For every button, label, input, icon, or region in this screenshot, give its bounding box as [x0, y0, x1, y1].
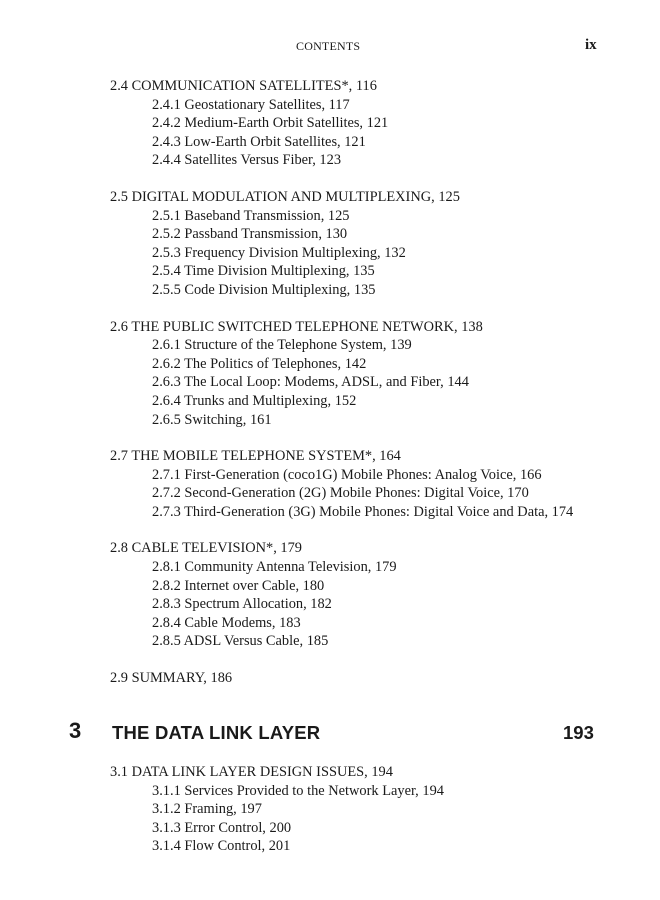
subsection-list: [110, 207, 650, 300]
toc-sections: [110, 77, 650, 706]
toc-section-2-8: [110, 539, 650, 651]
subsection-entry: 3.1.2 Framing, 197: [152, 801, 262, 818]
chapter-page: 193: [563, 722, 594, 743]
section-title: 2.4 COMMUNICATION SATELLITES*, 116: [110, 78, 377, 94]
subsection-list: [110, 336, 650, 429]
subsection-entry: 2.5.3 Frequency Division Multiplexing, 132: [152, 244, 406, 261]
subsection-entry: 2.8.4 Cable Modems, 183: [152, 614, 301, 631]
section-title: 2.6 THE PUBLIC SWITCHED TELEPHONE NETWORK, 138: [110, 318, 483, 335]
toc-section-3-1: [110, 763, 650, 856]
subsection-entry: 2.4.2 Medium-Earth Orbit Satellites, 121: [152, 115, 389, 132]
subsection-entry: 2.8.3 Spectrum Allocation, 182: [152, 596, 332, 613]
subsection-entry: 2.8.5 ADSL Versus Cable, 185: [152, 633, 329, 650]
subsection-entry: 2.4.1 Geostationary Satellites, 117: [152, 96, 350, 113]
chapter-sections: [110, 763, 650, 874]
chapter-title: THE DATA LINK LAYER: [112, 722, 321, 743]
subsection-list: [110, 96, 650, 170]
running-title: CONTENTS: [296, 39, 361, 53]
subsection-entry: 2.6.2 The Politics of Telephones, 142: [152, 355, 367, 372]
subsection-entry: 2.6.3 The Local Loop: Modems, ADSL, and Fiber, 144: [152, 374, 469, 391]
subsection-entry: 2.5.1 Baseband Transmission, 125: [152, 207, 350, 224]
subsection-entry: 2.6.1 Structure of the Telephone System, 139: [152, 337, 412, 354]
subsection-entry: 2.4.4 Satellites Versus Fiber, 123: [152, 152, 342, 169]
toc-section-2-7: [110, 447, 650, 521]
subsection-entry: 2.6.5 Switching, 161: [152, 411, 272, 428]
subsection-entry: 3.1.1 Services Provided to the Network Layer, 194: [152, 782, 444, 799]
toc-section-2-9: [110, 669, 650, 688]
toc-section-2-6: [110, 318, 650, 430]
subsection-entry: 2.6.4 Trunks and Multiplexing, 152: [152, 392, 357, 409]
chapter-number: 3: [69, 718, 82, 743]
section-title: 2.5 DIGITAL MODULATION AND MULTIPLEXING, 125: [110, 188, 460, 205]
subsection-entry: 2.4.3 Low-Earth Orbit Satellites, 121: [152, 133, 366, 150]
subsection-entry: 2.7.2 Second-Generation (2G) Mobile Phones: Digital Voice, 170: [152, 485, 529, 502]
page-number: ix: [585, 37, 597, 53]
toc-section-2-4: [110, 77, 650, 170]
subsection-entry: 2.8.2 Internet over Cable, 180: [152, 577, 325, 594]
subsection-entry: 2.7.1 First-Generation (coco1G) Mobile Phones: Analog Voice, 166: [152, 466, 542, 483]
subsection-entry: 2.5.4 Time Division Multiplexing, 135: [152, 263, 375, 280]
toc-section-2-5: [110, 188, 650, 300]
subsection-entry: 2.5.5 Code Division Multiplexing, 135: [152, 281, 376, 298]
section-title: 2.7 THE MOBILE TELEPHONE SYSTEM*, 164: [110, 448, 401, 465]
section-title: 3.1 DATA LINK LAYER DESIGN ISSUES, 194: [110, 764, 393, 780]
chapter-heading: [0, 718, 660, 746]
subsection-entry: 2.8.1 Community Antenna Television, 179: [152, 559, 397, 576]
subsection-entry: 3.1.4 Flow Control, 201: [152, 838, 291, 855]
subsection-entry: 3.1.3 Error Control, 200: [152, 819, 292, 836]
subsection-entry: 2.7.3 Third-Generation (3G) Mobile Phones: Digital Voice and Data, 174: [152, 503, 574, 520]
section-title: 2.8 CABLE TELEVISION*, 179: [110, 540, 302, 557]
section-title: 2.9 SUMMARY, 186: [110, 670, 233, 687]
subsection-list: [110, 466, 650, 522]
subsection-list: [110, 558, 650, 651]
subsection-list: [110, 782, 650, 856]
subsection-entry: 2.5.2 Passband Transmission, 130: [152, 226, 348, 243]
running-head: [0, 39, 660, 57]
